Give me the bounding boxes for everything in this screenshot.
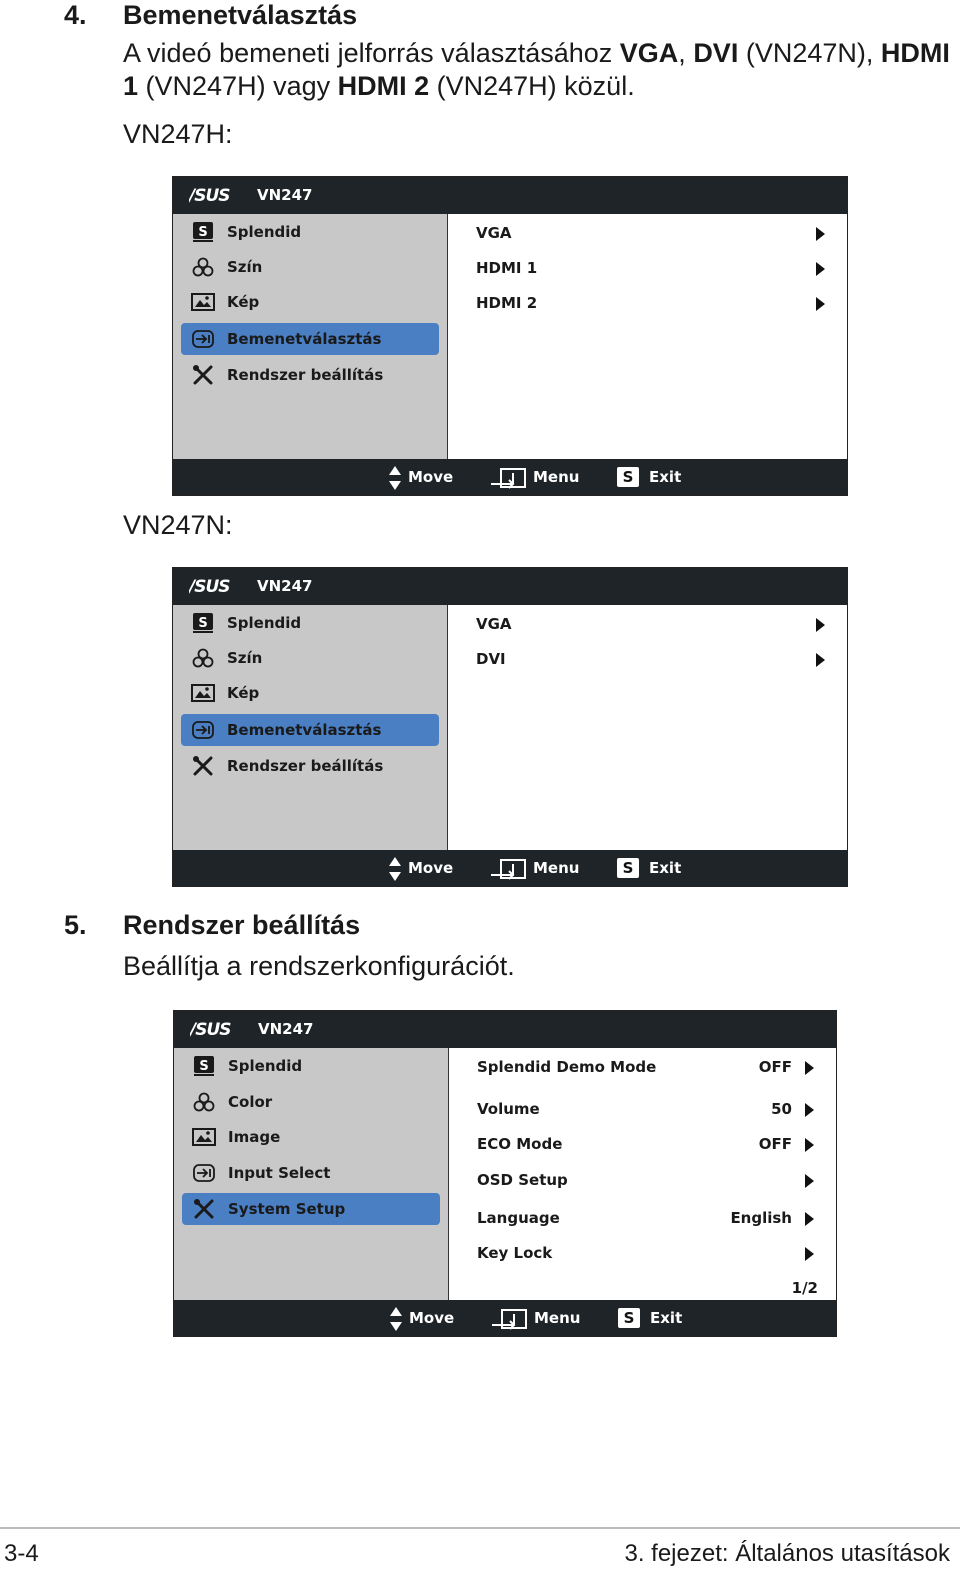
image-icon <box>191 683 215 703</box>
section-5-number: 5. <box>64 910 87 940</box>
osd-nav-bar: Move Menu S Exit <box>174 1300 836 1336</box>
osd-option-value: English <box>730 1209 792 1227</box>
osd-model-name: VN247 <box>257 186 313 204</box>
chevron-right-icon <box>805 1212 814 1226</box>
input-select-icon <box>191 720 215 740</box>
osd-menu-label: Color <box>228 1093 273 1111</box>
chevron-right-icon <box>805 1174 814 1188</box>
osd-panel-vn247h <box>172 176 848 496</box>
osd-menu-item[interactable] <box>182 1121 440 1153</box>
osd-option-label: HDMI 2 <box>476 294 538 312</box>
splendid-icon <box>192 1056 216 1076</box>
osd-menu-item[interactable] <box>181 642 439 674</box>
section-4-number: 4. <box>64 0 87 30</box>
osd-option-row[interactable] <box>476 650 825 672</box>
osd-menu-item[interactable] <box>181 677 439 709</box>
color-icon <box>191 648 215 668</box>
system-setup-icon <box>192 1199 216 1219</box>
osd-option-label: ECO Mode <box>477 1135 563 1153</box>
osd-option-label: Key Lock <box>477 1244 553 1262</box>
osd-menu-label: Bemenetválasztás <box>227 721 382 739</box>
osd-menu-label: Image <box>228 1128 281 1146</box>
osd-menu-label: Splendid <box>228 1057 303 1075</box>
osd-option-row[interactable] <box>477 1058 814 1080</box>
osd-option-row[interactable] <box>476 259 825 281</box>
asus-logo <box>190 1020 252 1038</box>
osd-option-label: VGA <box>476 224 512 242</box>
osd-title-bar <box>174 1011 836 1048</box>
input-select-icon <box>192 1163 216 1183</box>
color-icon <box>191 257 215 277</box>
osd-menu-label: Kép <box>227 293 260 311</box>
asus-logo <box>189 577 251 595</box>
osd-menu-label: Input Select <box>228 1164 331 1182</box>
osd-nav-bar: Move Menu S Exit <box>173 850 847 886</box>
s-key-icon: S <box>617 467 639 487</box>
osd-option-row[interactable] <box>476 615 825 637</box>
osd-menu-item[interactable] <box>181 607 439 639</box>
svg-text:/SUS: /SUS <box>190 1020 231 1038</box>
osd-option-row[interactable] <box>477 1171 814 1193</box>
osd-option-row[interactable] <box>476 294 825 316</box>
osd-menu-item[interactable] <box>181 251 439 283</box>
up-down-arrows-icon <box>389 1307 403 1335</box>
system-setup-icon <box>191 756 215 776</box>
asus-logo <box>189 186 251 204</box>
osd-panel-system-setup <box>173 1010 837 1337</box>
section-4-description: A videó bemeneti jelforrás választásához VGA, DVI (VN247N), HDMI 1 (VN247H) vagy HDMI 2 (VN247H) közül. <box>123 38 950 101</box>
section-5-title: Rendszer beállítás <box>123 910 361 940</box>
s-key-icon: S <box>618 1308 640 1328</box>
osd-menu-item[interactable] <box>181 359 439 391</box>
osd-option-label: Volume <box>477 1100 540 1118</box>
vn247n-label: VN247N: <box>123 510 233 540</box>
svg-text:S: S <box>198 616 208 631</box>
osd-menu-label: Bemenetválasztás <box>227 330 382 348</box>
osd-menu-item[interactable] <box>182 1157 440 1189</box>
osd-option-value: 50 <box>771 1100 792 1118</box>
footer-divider <box>0 1527 960 1529</box>
svg-text:/SUS: /SUS <box>189 577 230 595</box>
osd-menu-item[interactable] <box>181 714 439 746</box>
image-icon <box>191 292 215 312</box>
svg-text:S: S <box>199 1059 209 1074</box>
vn247h-label: VN247H: <box>123 119 233 149</box>
splendid-icon <box>191 222 215 242</box>
osd-menu-label: Splendid <box>227 614 302 632</box>
section-4-title: Bemenetválasztás <box>123 0 358 30</box>
osd-menu-column <box>173 605 448 852</box>
osd-option-value: OFF <box>758 1135 792 1153</box>
osd-option-label: Splendid Demo Mode <box>477 1058 657 1076</box>
osd-menu-column <box>173 214 448 461</box>
splendid-icon <box>191 613 215 633</box>
chevron-right-icon <box>805 1103 814 1117</box>
svg-text:/SUS: /SUS <box>189 186 230 204</box>
osd-menu-item[interactable] <box>181 286 439 318</box>
input-select-icon <box>191 329 215 349</box>
osd-menu-item[interactable] <box>181 750 439 782</box>
chevron-right-icon <box>816 653 825 667</box>
image-icon <box>192 1127 216 1147</box>
osd-menu-item[interactable] <box>182 1193 440 1225</box>
chevron-right-icon <box>816 262 825 276</box>
page-number: 3-4 <box>4 1540 39 1567</box>
osd-menu-label: Rendszer beállítás <box>227 757 384 775</box>
osd-model-name: VN247 <box>257 577 313 595</box>
menu-enter-icon <box>492 1307 528 1335</box>
osd-title-bar <box>173 568 847 605</box>
chapter-title: 3. fejezet: Általános utasítások <box>624 1540 950 1567</box>
chevron-right-icon <box>805 1247 814 1261</box>
color-icon <box>192 1092 216 1112</box>
menu-enter-icon <box>491 466 527 494</box>
system-setup-icon <box>191 365 215 385</box>
osd-option-row[interactable] <box>477 1209 814 1231</box>
chevron-right-icon <box>805 1138 814 1152</box>
osd-options-column <box>448 214 847 461</box>
osd-menu-item[interactable] <box>181 216 439 248</box>
osd-menu-label: Splendid <box>227 223 302 241</box>
section-5-description: Beállítja a rendszerkonfigurációt. <box>123 951 515 981</box>
osd-option-row[interactable] <box>476 224 825 246</box>
osd-menu-label: Kép <box>227 684 260 702</box>
osd-menu-column <box>174 1048 449 1302</box>
chevron-right-icon <box>816 297 825 311</box>
osd-page-indicator: 1/2 <box>791 1279 818 1297</box>
osd-menu-label: System Setup <box>228 1200 346 1218</box>
osd-panel-vn247n <box>172 567 848 887</box>
osd-option-label: HDMI 1 <box>476 259 538 277</box>
osd-menu-label: Szín <box>227 649 263 667</box>
osd-options-column <box>449 1048 836 1302</box>
osd-menu-item[interactable] <box>182 1050 440 1082</box>
osd-model-name: VN247 <box>258 1020 314 1038</box>
svg-text:S: S <box>198 225 208 240</box>
osd-option-label: Language <box>477 1209 560 1227</box>
osd-menu-label: Rendszer beállítás <box>227 366 384 384</box>
osd-menu-label: Szín <box>227 258 263 276</box>
osd-option-value: OFF <box>758 1058 792 1076</box>
osd-option-label: VGA <box>476 615 512 633</box>
osd-title-bar <box>173 177 847 214</box>
osd-option-row[interactable] <box>477 1244 814 1266</box>
up-down-arrows-icon <box>388 466 402 494</box>
osd-option-row[interactable] <box>477 1100 814 1122</box>
chevron-right-icon <box>816 227 825 241</box>
osd-menu-item[interactable] <box>182 1086 440 1118</box>
chevron-right-icon <box>816 618 825 632</box>
menu-enter-icon <box>491 857 527 885</box>
osd-nav-bar: Move Menu S Exit <box>173 459 847 495</box>
osd-option-label: DVI <box>476 650 506 668</box>
osd-options-column <box>448 605 847 852</box>
chevron-right-icon <box>805 1061 814 1075</box>
up-down-arrows-icon <box>388 857 402 885</box>
osd-option-label: OSD Setup <box>477 1171 568 1189</box>
osd-menu-item[interactable] <box>181 323 439 355</box>
osd-option-row[interactable] <box>477 1135 814 1157</box>
s-key-icon: S <box>617 858 639 878</box>
